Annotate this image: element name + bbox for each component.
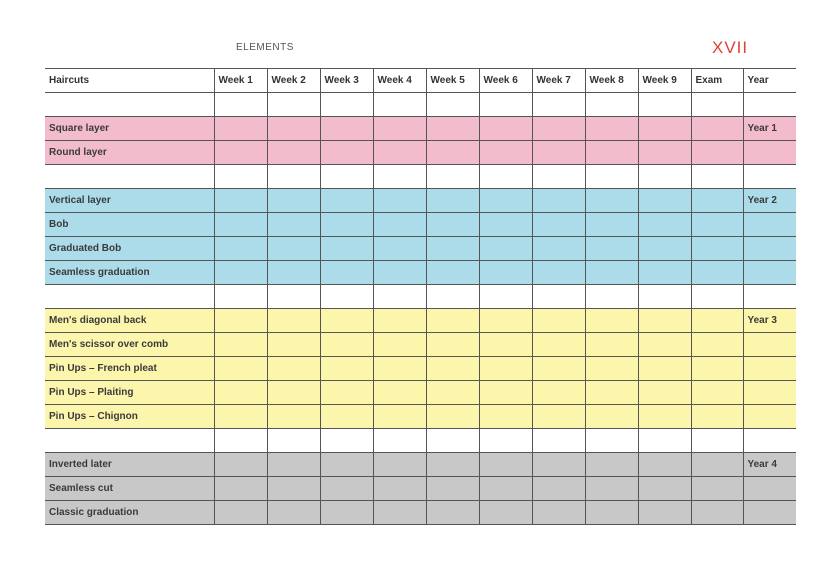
schedule-cell — [426, 237, 479, 261]
page-number: XVII — [712, 38, 749, 57]
schedule-cell — [214, 189, 267, 213]
year-cell — [743, 261, 796, 285]
schedule-cell — [691, 117, 743, 141]
haircut-name-cell — [45, 285, 214, 309]
haircut-name-cell: Pin Ups – French pleat — [45, 357, 214, 381]
schedule-cell — [320, 405, 373, 429]
schedule-cell — [373, 405, 426, 429]
schedule-cell — [691, 357, 743, 381]
year-cell — [743, 357, 796, 381]
column-header: Week 4 — [373, 69, 426, 93]
table-row — [45, 117, 796, 141]
schedule-cell — [585, 93, 638, 117]
schedule-cell — [267, 333, 320, 357]
schedule-cell — [532, 429, 585, 453]
schedule-cell — [532, 501, 585, 525]
schedule-cell — [638, 117, 691, 141]
schedule-cell — [320, 189, 373, 213]
column-header: Haircuts — [45, 69, 214, 93]
schedule-cell — [373, 213, 426, 237]
schedule-cell — [479, 477, 532, 501]
schedule-cell — [320, 117, 373, 141]
year-cell: Year 1 — [743, 117, 796, 141]
schedule-cell — [267, 93, 320, 117]
schedule-cell — [214, 357, 267, 381]
section-label: ELEMENTS — [236, 42, 294, 53]
schedule-cell — [638, 357, 691, 381]
schedule-cell — [691, 501, 743, 525]
year-cell — [743, 213, 796, 237]
schedule-cell — [479, 117, 532, 141]
table-row — [45, 477, 796, 501]
table-row — [45, 357, 796, 381]
schedule-cell — [214, 237, 267, 261]
year-cell — [743, 381, 796, 405]
schedule-cell — [320, 93, 373, 117]
schedule-cell — [479, 381, 532, 405]
schedule-cell — [267, 357, 320, 381]
schedule-cell — [373, 381, 426, 405]
schedule-cell — [638, 381, 691, 405]
schedule-cell — [532, 381, 585, 405]
haircut-name-cell: Men's diagonal back — [45, 309, 214, 333]
schedule-cell — [585, 189, 638, 213]
schedule-cell — [320, 453, 373, 477]
schedule-cell — [585, 309, 638, 333]
haircut-name-cell — [45, 165, 214, 189]
schedule-cell — [214, 453, 267, 477]
schedule-cell — [479, 285, 532, 309]
schedule-cell — [638, 189, 691, 213]
schedule-cell — [320, 429, 373, 453]
schedule-cell — [267, 261, 320, 285]
schedule-cell — [426, 117, 479, 141]
schedule-cell — [479, 429, 532, 453]
schedule-cell — [638, 333, 691, 357]
schedule-cell — [373, 93, 426, 117]
schedule-cell — [373, 501, 426, 525]
haircut-name-cell: Vertical layer — [45, 189, 214, 213]
schedule-cell — [532, 141, 585, 165]
schedule-cell — [479, 237, 532, 261]
haircut-name-cell: Inverted later — [45, 453, 214, 477]
schedule-cell — [479, 189, 532, 213]
year-cell — [743, 165, 796, 189]
schedule-cell — [638, 141, 691, 165]
year-cell — [743, 333, 796, 357]
schedule-cell — [479, 333, 532, 357]
schedule-cell — [532, 357, 585, 381]
schedule-cell — [479, 141, 532, 165]
schedule-cell — [479, 261, 532, 285]
schedule-cell — [479, 309, 532, 333]
schedule-cell — [426, 261, 479, 285]
year-cell — [743, 237, 796, 261]
schedule-cell — [638, 213, 691, 237]
table-row — [45, 141, 796, 165]
column-header: Week 8 — [585, 69, 638, 93]
year-cell — [743, 405, 796, 429]
schedule-cell — [638, 237, 691, 261]
schedule-cell — [585, 165, 638, 189]
schedule-cell — [691, 93, 743, 117]
schedule-cell — [638, 453, 691, 477]
schedule-cell — [691, 477, 743, 501]
schedule-cell — [214, 165, 267, 189]
year-cell — [743, 429, 796, 453]
schedule-cell — [214, 261, 267, 285]
schedule-cell — [267, 429, 320, 453]
schedule-cell — [532, 477, 585, 501]
schedule-cell — [426, 501, 479, 525]
schedule-cell — [585, 141, 638, 165]
schedule-cell — [373, 165, 426, 189]
schedule-cell — [373, 189, 426, 213]
schedule-cell — [214, 333, 267, 357]
schedule-cell — [267, 189, 320, 213]
column-header: Week 5 — [426, 69, 479, 93]
header-row — [45, 69, 796, 93]
schedule-cell — [585, 357, 638, 381]
table-row — [45, 213, 796, 237]
schedule-cell — [426, 477, 479, 501]
schedule-cell — [320, 285, 373, 309]
schedule-cell — [373, 285, 426, 309]
table-row — [45, 501, 796, 525]
schedule-cell — [320, 477, 373, 501]
schedule-cell — [267, 477, 320, 501]
schedule-cell — [691, 213, 743, 237]
schedule-cell — [479, 93, 532, 117]
schedule-cell — [585, 261, 638, 285]
haircut-name-cell: Graduated Bob — [45, 237, 214, 261]
schedule-cell — [267, 213, 320, 237]
schedule-cell — [691, 141, 743, 165]
schedule-cell — [320, 309, 373, 333]
schedule-cell — [214, 141, 267, 165]
schedule-cell — [585, 213, 638, 237]
table-row — [45, 333, 796, 357]
schedule-cell — [638, 165, 691, 189]
schedule-cell — [585, 285, 638, 309]
schedule-cell — [585, 477, 638, 501]
schedule-cell — [320, 381, 373, 405]
schedule-cell — [532, 117, 585, 141]
schedule-cell — [532, 405, 585, 429]
schedule-cell — [214, 309, 267, 333]
column-header: Week 3 — [320, 69, 373, 93]
schedule-cell — [267, 237, 320, 261]
schedule-cell — [532, 333, 585, 357]
schedule-cell — [426, 309, 479, 333]
schedule-cell — [426, 381, 479, 405]
schedule-cell — [267, 405, 320, 429]
schedule-cell — [214, 93, 267, 117]
schedule-cell — [585, 333, 638, 357]
schedule-cell — [267, 309, 320, 333]
schedule-cell — [691, 381, 743, 405]
table-row — [45, 237, 796, 261]
schedule-cell — [691, 309, 743, 333]
table-body — [45, 93, 796, 525]
schedule-cell — [426, 285, 479, 309]
schedule-cell — [214, 405, 267, 429]
schedule-cell — [691, 453, 743, 477]
schedule-cell — [426, 333, 479, 357]
schedule-cell — [532, 189, 585, 213]
schedule-cell — [267, 117, 320, 141]
schedule-cell — [373, 141, 426, 165]
schedule-cell — [214, 429, 267, 453]
schedule-cell — [479, 357, 532, 381]
schedule-cell — [426, 213, 479, 237]
year-cell: Year 2 — [743, 189, 796, 213]
year-cell: Year 3 — [743, 309, 796, 333]
schedule-cell — [320, 165, 373, 189]
schedule-cell — [691, 165, 743, 189]
schedule-cell — [214, 213, 267, 237]
year-cell: Year 4 — [743, 453, 796, 477]
schedule-cell — [532, 285, 585, 309]
column-header: Year — [743, 69, 796, 93]
schedule-cell — [214, 381, 267, 405]
haircut-name-cell: Seamless cut — [45, 477, 214, 501]
schedule-cell — [426, 429, 479, 453]
schedule-cell — [320, 141, 373, 165]
schedule-cell — [214, 117, 267, 141]
schedule-cell — [585, 453, 638, 477]
spacer-row — [45, 165, 796, 189]
schedule-cell — [585, 501, 638, 525]
schedule-cell — [373, 309, 426, 333]
schedule-cell — [214, 501, 267, 525]
schedule-cell — [532, 93, 585, 117]
year-cell — [743, 141, 796, 165]
schedule-cell — [585, 237, 638, 261]
column-header: Week 9 — [638, 69, 691, 93]
schedule-cell — [638, 285, 691, 309]
column-header: Week 6 — [479, 69, 532, 93]
schedule-cell — [638, 261, 691, 285]
column-header: Week 1 — [214, 69, 267, 93]
schedule-cell — [532, 237, 585, 261]
schedule-cell — [532, 165, 585, 189]
haircut-name-cell: Classic graduation — [45, 501, 214, 525]
schedule-cell — [267, 141, 320, 165]
schedule-cell — [373, 429, 426, 453]
schedule-cell — [320, 501, 373, 525]
haircut-name-cell: Square layer — [45, 117, 214, 141]
schedule-cell — [638, 405, 691, 429]
schedule-cell — [373, 237, 426, 261]
schedule-cell — [585, 405, 638, 429]
year-cell — [743, 93, 796, 117]
schedule-cell — [320, 357, 373, 381]
schedule-cell — [320, 237, 373, 261]
schedule-cell — [638, 501, 691, 525]
schedule-cell — [585, 429, 638, 453]
schedule-cell — [214, 477, 267, 501]
schedule-cell — [479, 501, 532, 525]
schedule-cell — [426, 405, 479, 429]
schedule-cell — [532, 453, 585, 477]
table-row — [45, 381, 796, 405]
table-row — [45, 453, 796, 477]
schedule-cell — [320, 261, 373, 285]
haircut-name-cell: Pin Ups – Chignon — [45, 405, 214, 429]
schedule-cell — [532, 309, 585, 333]
schedule-cell — [638, 93, 691, 117]
column-header: Exam — [691, 69, 743, 93]
column-header: Week 7 — [532, 69, 585, 93]
schedule-cell — [479, 165, 532, 189]
schedule-cell — [585, 117, 638, 141]
spacer-row — [45, 285, 796, 309]
schedule-cell — [214, 285, 267, 309]
haircut-name-cell: Seamless graduation — [45, 261, 214, 285]
year-cell — [743, 285, 796, 309]
column-header: Week 2 — [267, 69, 320, 93]
schedule-cell — [267, 453, 320, 477]
schedule-cell — [479, 213, 532, 237]
year-cell — [743, 501, 796, 525]
schedule-cell — [373, 453, 426, 477]
haircut-name-cell — [45, 429, 214, 453]
haircut-name-cell: Pin Ups – Plaiting — [45, 381, 214, 405]
table-row — [45, 405, 796, 429]
schedule-cell — [320, 333, 373, 357]
year-cell — [743, 477, 796, 501]
schedule-cell — [267, 381, 320, 405]
schedule-cell — [267, 285, 320, 309]
schedule-cell — [691, 405, 743, 429]
schedule-cell — [320, 213, 373, 237]
table-row — [45, 261, 796, 285]
schedule-cell — [373, 333, 426, 357]
schedule-cell — [585, 381, 638, 405]
schedule-cell — [426, 141, 479, 165]
schedule-cell — [691, 261, 743, 285]
schedule-cell — [691, 237, 743, 261]
haircut-name-cell — [45, 93, 214, 117]
schedule-cell — [426, 189, 479, 213]
haircut-name-cell: Bob — [45, 213, 214, 237]
haircut-name-cell: Round layer — [45, 141, 214, 165]
schedule-cell — [426, 453, 479, 477]
schedule-cell — [691, 189, 743, 213]
schedule-cell — [373, 357, 426, 381]
spacer-row — [45, 93, 796, 117]
schedule-cell — [267, 501, 320, 525]
schedule-cell — [373, 261, 426, 285]
schedule-cell — [532, 261, 585, 285]
schedule-cell — [638, 429, 691, 453]
haircut-schedule-table — [45, 68, 796, 525]
schedule-cell — [532, 213, 585, 237]
schedule-cell — [426, 357, 479, 381]
schedule-cell — [267, 165, 320, 189]
schedule-cell — [638, 309, 691, 333]
haircut-name-cell: Men's scissor over comb — [45, 333, 214, 357]
schedule-cell — [691, 285, 743, 309]
schedule-cell — [479, 453, 532, 477]
schedule-cell — [479, 405, 532, 429]
schedule-cell — [691, 333, 743, 357]
table-row — [45, 189, 796, 213]
schedule-cell — [638, 477, 691, 501]
spacer-row — [45, 429, 796, 453]
schedule-cell — [373, 117, 426, 141]
schedule-cell — [691, 429, 743, 453]
schedule-cell — [373, 477, 426, 501]
table-row — [45, 309, 796, 333]
schedule-cell — [426, 93, 479, 117]
schedule-cell — [426, 165, 479, 189]
